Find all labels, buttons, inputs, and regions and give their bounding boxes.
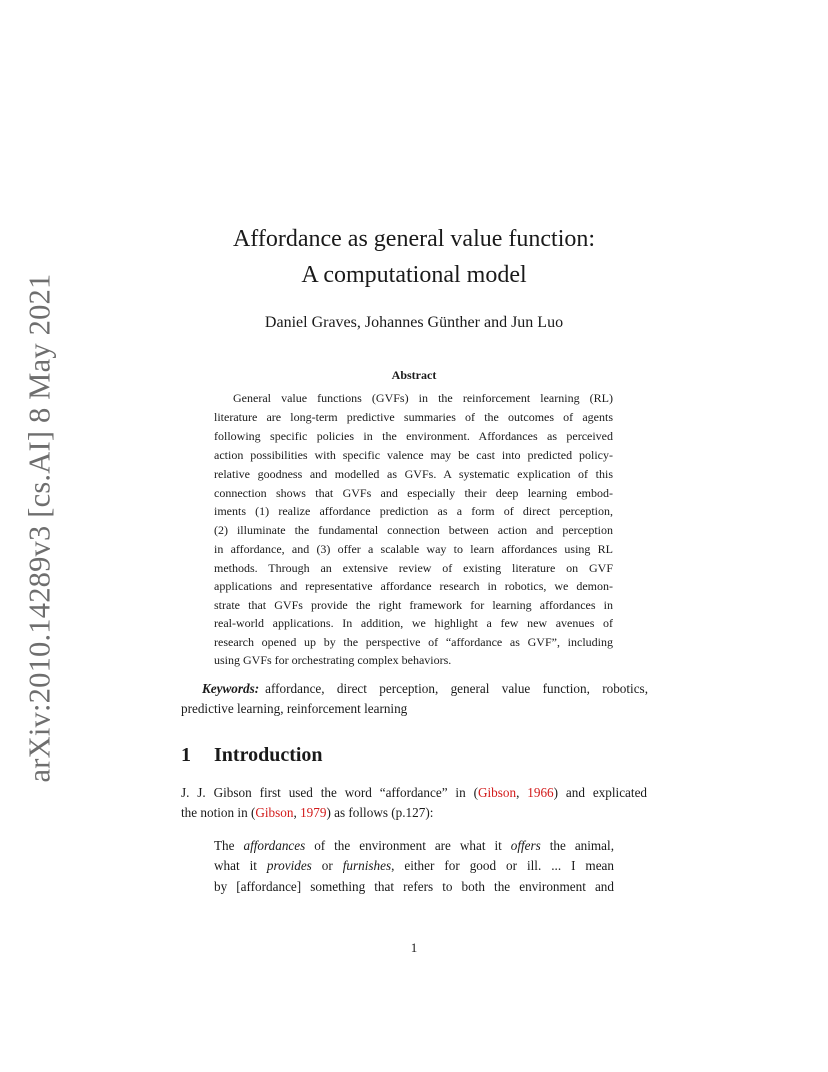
citation-year-link[interactable]: 1966 (527, 785, 554, 800)
paper-title-line-1: Affordance as general value function: (232, 226, 596, 252)
keywords-line-2: predictive learning, reinforcement learning (181, 701, 408, 716)
arxiv-identifier-stamp: arXiv:2010.14289v3 [cs.AI] 8 May 2021 (22, 273, 57, 783)
paper-title-line-2: A computational model (301, 262, 527, 288)
abstract-line: research opened up by the perspective of “affordance as GVF”, including (214, 635, 613, 649)
abstract-line: real-world applications. In addition, we highlight a few new avenues of (214, 616, 613, 630)
abstract-line: applications and representative affordance research in robotics, we demon- (214, 579, 613, 593)
page-number: 1 (410, 940, 418, 955)
abstract-line: General value functions (GVFs) in the reinforcement learning (RL) (233, 391, 613, 405)
section-number: 1 (181, 744, 191, 766)
quote-line-3: by [affordance] something that refers to both the environment and (214, 879, 614, 894)
keywords-text-1: affordance, direct perception, general value function, robotics, (265, 681, 648, 696)
abstract-line: action possibilities with specific valence may be cast into predicted policy- (214, 448, 613, 462)
keywords-label: Keywords: (202, 681, 260, 696)
citation-link[interactable]: Gibson (255, 805, 294, 820)
abstract-heading: Abstract (391, 368, 437, 382)
abstract-line: strate that GVFs provide the right framework for learning affordances in (214, 598, 613, 612)
abstract-line: in affordance, and (3) offer a scalable way to learn affordances using RL (214, 542, 613, 556)
keywords-line-1 (181, 681, 648, 697)
citation-year-link[interactable]: 1979 (300, 805, 327, 820)
intro-line-2: the notion in (Gibson, 1979) as follows (p.127): (181, 805, 434, 820)
intro-line-1: J. J. Gibson first used the word “affordance” in (Gibson, 1966) and explicated (181, 785, 648, 800)
abstract-line: using GVFs for orchestrating complex behaviors. (214, 653, 452, 667)
abstract-line: following specific policies in the environment. Affordances as perceived (214, 429, 613, 443)
quote-line-1: The affordances of the environment are what it offers the animal, (214, 838, 614, 853)
section-title: Introduction (214, 744, 323, 766)
abstract-line: literature are long-term predictive summaries of the outcomes of agents (214, 410, 613, 424)
abstract-line: (2) illuminate the fundamental connection between action and perception (214, 523, 613, 537)
quote-line-2: what it provides or furnishes, either for good or ill. ... I mean (214, 858, 614, 873)
abstract-line: methods. Through an extensive review of existing literature on GVF (214, 561, 613, 575)
abstract-line: relative goodness and modelled as GVFs. A systematic explication of this (214, 467, 613, 481)
abstract-line: iments (1) realize affordance prediction as a form of direct perception, (214, 504, 613, 518)
author-list: Daniel Graves, Johannes Günther and Jun Luo (264, 314, 564, 331)
citation-link[interactable]: Gibson (477, 785, 517, 800)
abstract-line: connection shows that GVFs and especially their deep learning embod- (214, 486, 613, 500)
